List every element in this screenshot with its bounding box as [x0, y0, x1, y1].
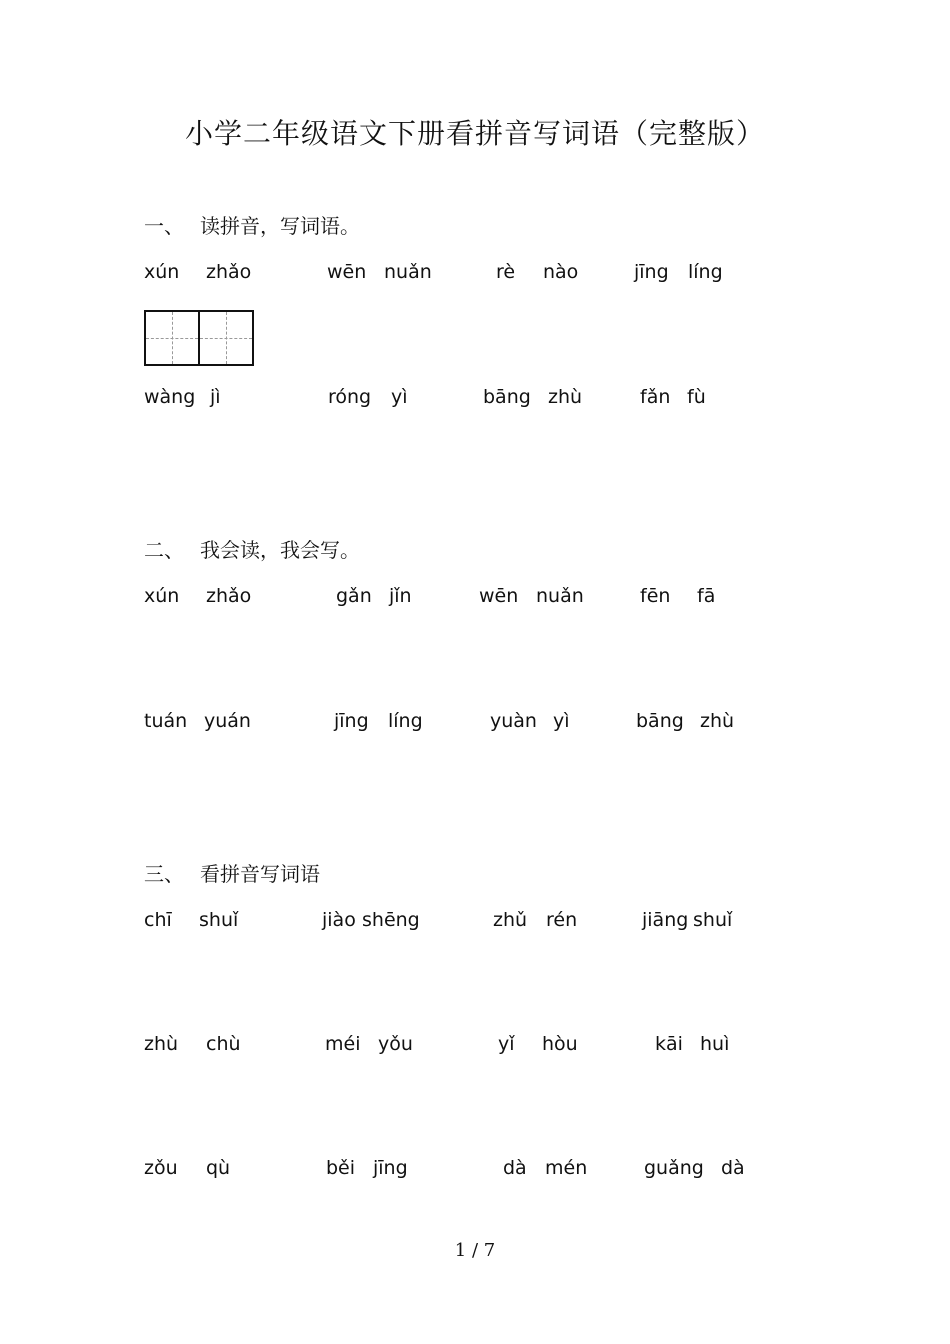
pinyin-syllable: guǎng — [644, 1157, 704, 1179]
pinyin-syllable: zhǎo — [206, 261, 252, 283]
pinyin-syllable: wàng — [144, 386, 196, 408]
pinyin-row — [0, 909, 950, 935]
page-number: 1 / 7 — [454, 1240, 496, 1261]
section-heading-3 — [144, 858, 320, 887]
pinyin-row — [0, 261, 950, 287]
pinyin-syllable: nuǎn — [536, 585, 584, 607]
pinyin-syllable: rén — [546, 909, 578, 931]
pinyin-syllable: méi — [325, 1033, 361, 1055]
section-number: 二、 — [144, 538, 184, 562]
pinyin-syllable: chù — [206, 1033, 241, 1055]
pinyin-syllable: jǐn — [389, 585, 412, 607]
pinyin-syllable: dà — [721, 1157, 745, 1179]
pinyin-syllable: chī — [144, 909, 172, 931]
pinyin-syllable: yǒu — [378, 1033, 413, 1055]
writing-grid-cell[interactable] — [146, 312, 198, 364]
writing-grid[interactable] — [144, 310, 254, 366]
pinyin-syllable: líng — [388, 710, 423, 732]
pinyin-syllable: shēng — [362, 909, 420, 931]
pinyin-row — [0, 1033, 950, 1059]
pinyin-syllable: líng — [688, 261, 723, 283]
pinyin-syllable: jiào — [322, 909, 356, 931]
pinyin-row — [0, 386, 950, 412]
section-heading-1 — [144, 210, 360, 239]
pinyin-syllable: yuàn — [490, 710, 537, 732]
pinyin-syllable: zhù — [700, 710, 735, 732]
pinyin-syllable: bāng — [483, 386, 531, 408]
section-title: 我会读，我会写。 — [200, 538, 360, 562]
pinyin-syllable: fā — [697, 585, 716, 607]
pinyin-syllable: kāi — [655, 1033, 683, 1055]
pinyin-syllable: huì — [700, 1033, 730, 1055]
pinyin-syllable: jì — [210, 386, 221, 408]
pinyin-syllable: yǐ — [498, 1033, 515, 1055]
pinyin-syllable: shuǐ — [693, 909, 733, 931]
pinyin-syllable: yì — [553, 710, 570, 732]
pinyin-syllable: hòu — [542, 1033, 578, 1055]
pinyin-syllable: zhù — [548, 386, 583, 408]
pinyin-syllable: jiāng — [642, 909, 689, 931]
pinyin-syllable: tuán — [144, 710, 188, 732]
pinyin-syllable: róng — [328, 386, 372, 408]
pinyin-syllable: xún — [144, 261, 180, 283]
pinyin-syllable: nuǎn — [384, 261, 432, 283]
pinyin-syllable: bāng — [636, 710, 684, 732]
pinyin-syllable: zhǔ — [493, 909, 528, 931]
pinyin-row — [0, 1157, 950, 1183]
pinyin-syllable: shuǐ — [199, 909, 239, 931]
pinyin-syllable: fù — [687, 386, 706, 408]
pinyin-syllable: nào — [543, 261, 579, 283]
pinyin-syllable: qù — [206, 1157, 231, 1179]
pinyin-syllable: zhù — [144, 1033, 179, 1055]
section-heading-2 — [144, 534, 360, 563]
pinyin-row — [0, 585, 950, 611]
pinyin-syllable: jīng — [334, 710, 369, 732]
pinyin-syllable: rè — [496, 261, 516, 283]
pinyin-syllable: wēn — [327, 261, 367, 283]
pinyin-row — [0, 710, 950, 736]
writing-grid-cell[interactable] — [198, 312, 252, 364]
pinyin-syllable: zhǎo — [206, 585, 252, 607]
section-title: 读拼音，写词语。 — [200, 214, 360, 238]
pinyin-syllable: jīng — [373, 1157, 408, 1179]
pinyin-syllable: fēn — [640, 585, 671, 607]
section-title: 看拼音写词语 — [200, 862, 320, 886]
pinyin-syllable: yuán — [204, 710, 251, 732]
pinyin-syllable: xún — [144, 585, 180, 607]
page-title: 小学二年级语文下册看拼音写词语（完整版） — [184, 117, 765, 150]
section-number: 三、 — [144, 862, 184, 886]
pinyin-syllable: běi — [326, 1157, 356, 1179]
pinyin-syllable: dà — [503, 1157, 527, 1179]
pinyin-syllable: wēn — [479, 585, 519, 607]
pinyin-syllable: zǒu — [144, 1157, 178, 1179]
pinyin-syllable: yì — [391, 386, 408, 408]
pinyin-syllable: mén — [545, 1157, 588, 1179]
pinyin-syllable: fǎn — [640, 386, 671, 408]
section-number: 一、 — [144, 214, 184, 238]
pinyin-syllable: jīng — [634, 261, 669, 283]
pinyin-syllable: gǎn — [336, 585, 372, 607]
